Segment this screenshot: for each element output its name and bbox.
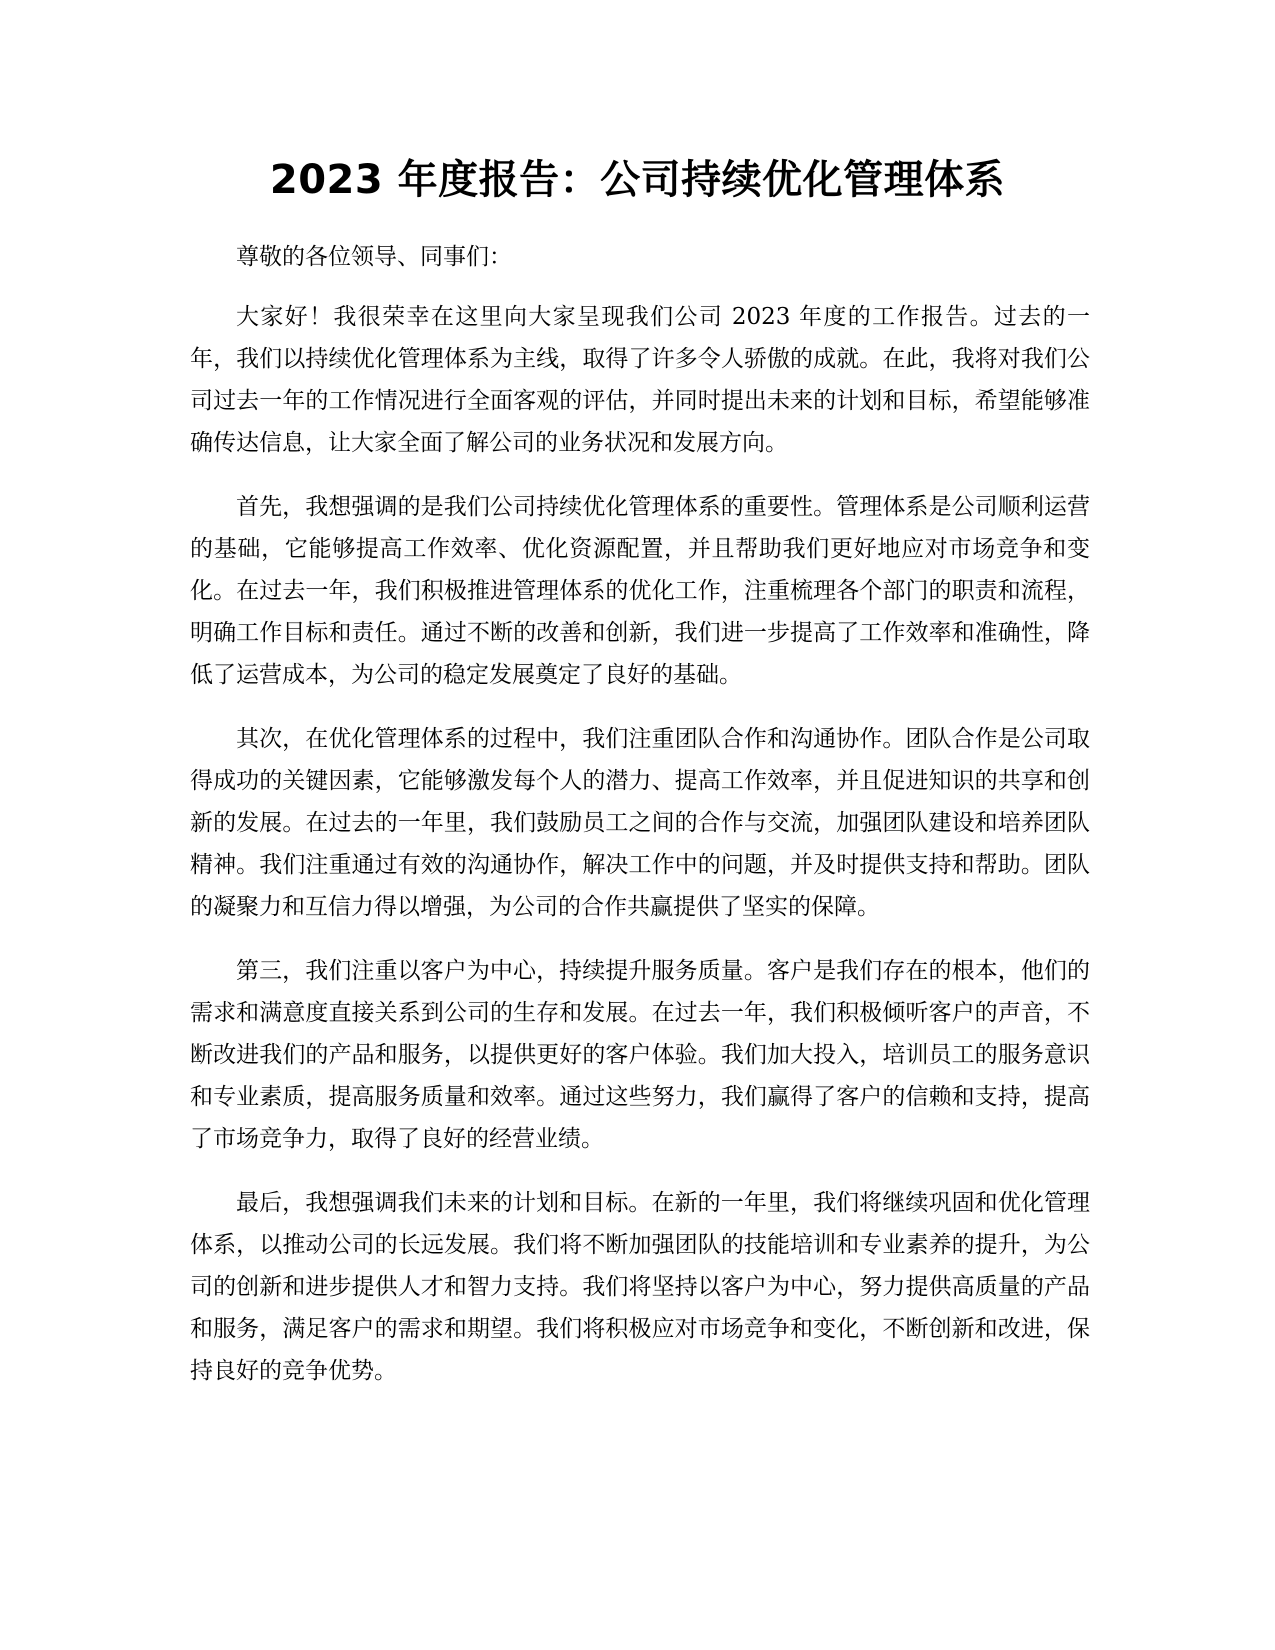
salutation: 尊敬的各位领导、同事们： [236, 244, 512, 270]
paragraph-intro: 大家好！我很荣幸在这里向大家呈现我们公司 2023 年度的工作报告。过去的一年，我们以持续优化管理体系为主线，取得了许多令人骄傲的成就。在此，我将对我们公司过去一年的工作情况进行全面客观的评估，并同时提出未来的计划和目标，希望能够准确传达信息，让大家全面了解公司的业务状况和发展方向。 [190, 304, 1090, 456]
document-body [190, 240, 1090, 1414]
paragraph-management-system: 首先，我想强调的是我们公司持续优化管理体系的重要性。管理体系是公司顺利运营的基础，它能够提高工作效率、优化资源配置，并且帮助我们更好地应对市场竞争和变化。在过去一年，我们积极推进管理体系的优化工作，注重梳理各个部门的职责和流程，明确工作目标和责任。通过不断的改善和创新，我们进一步提高了工作效率和准确性，降低了运营成本，为公司的稳定发展奠定了良好的基础。 [190, 494, 1090, 688]
paragraph-future-plans: 最后，我想强调我们未来的计划和目标。在新的一年里，我们将继续巩固和优化管理体系，以推动公司的长远发展。我们将不断加强团队的技能培训和专业素养的提升，为公司的创新和进步提供人才和智力支持。我们将坚持以客户为中心，努力提供高质量的产品和服务，满足客户的需求和期望。我们将积极应对市场竞争和变化，不断创新和改进，保持良好的竞争优势。 [190, 1190, 1090, 1384]
paragraph-teamwork: 其次，在优化管理体系的过程中，我们注重团队合作和沟通协作。团队合作是公司取得成功的关键因素，它能够激发每个人的潜力、提高工作效率，并且促进知识的共享和创新的发展。在过去的一年里，我们鼓励员工之间的合作与交流，加强团队建设和培养团队精神。我们注重通过有效的沟通协作，解决工作中的问题，并及时提供支持和帮助。团队的凝聚力和互信力得以增强，为公司的合作共赢提供了坚实的保障。 [190, 726, 1090, 920]
document-title: 2023 年度报告：公司持续优化管理体系 [269, 157, 1006, 203]
paragraph-customer-focus: 第三，我们注重以客户为中心，持续提升服务质量。客户是我们存在的根本，他们的需求和满意度直接关系到公司的生存和发展。在过去一年，我们积极倾听客户的声音，不断改进我们的产品和服务，以提供更好的客户体验。我们加大投入，培训员工的服务意识和专业素质，提高服务质量和效率。通过这些努力，我们赢得了客户的信赖和支持，提高了市场竞争力，取得了良好的经营业绩。 [190, 958, 1090, 1152]
